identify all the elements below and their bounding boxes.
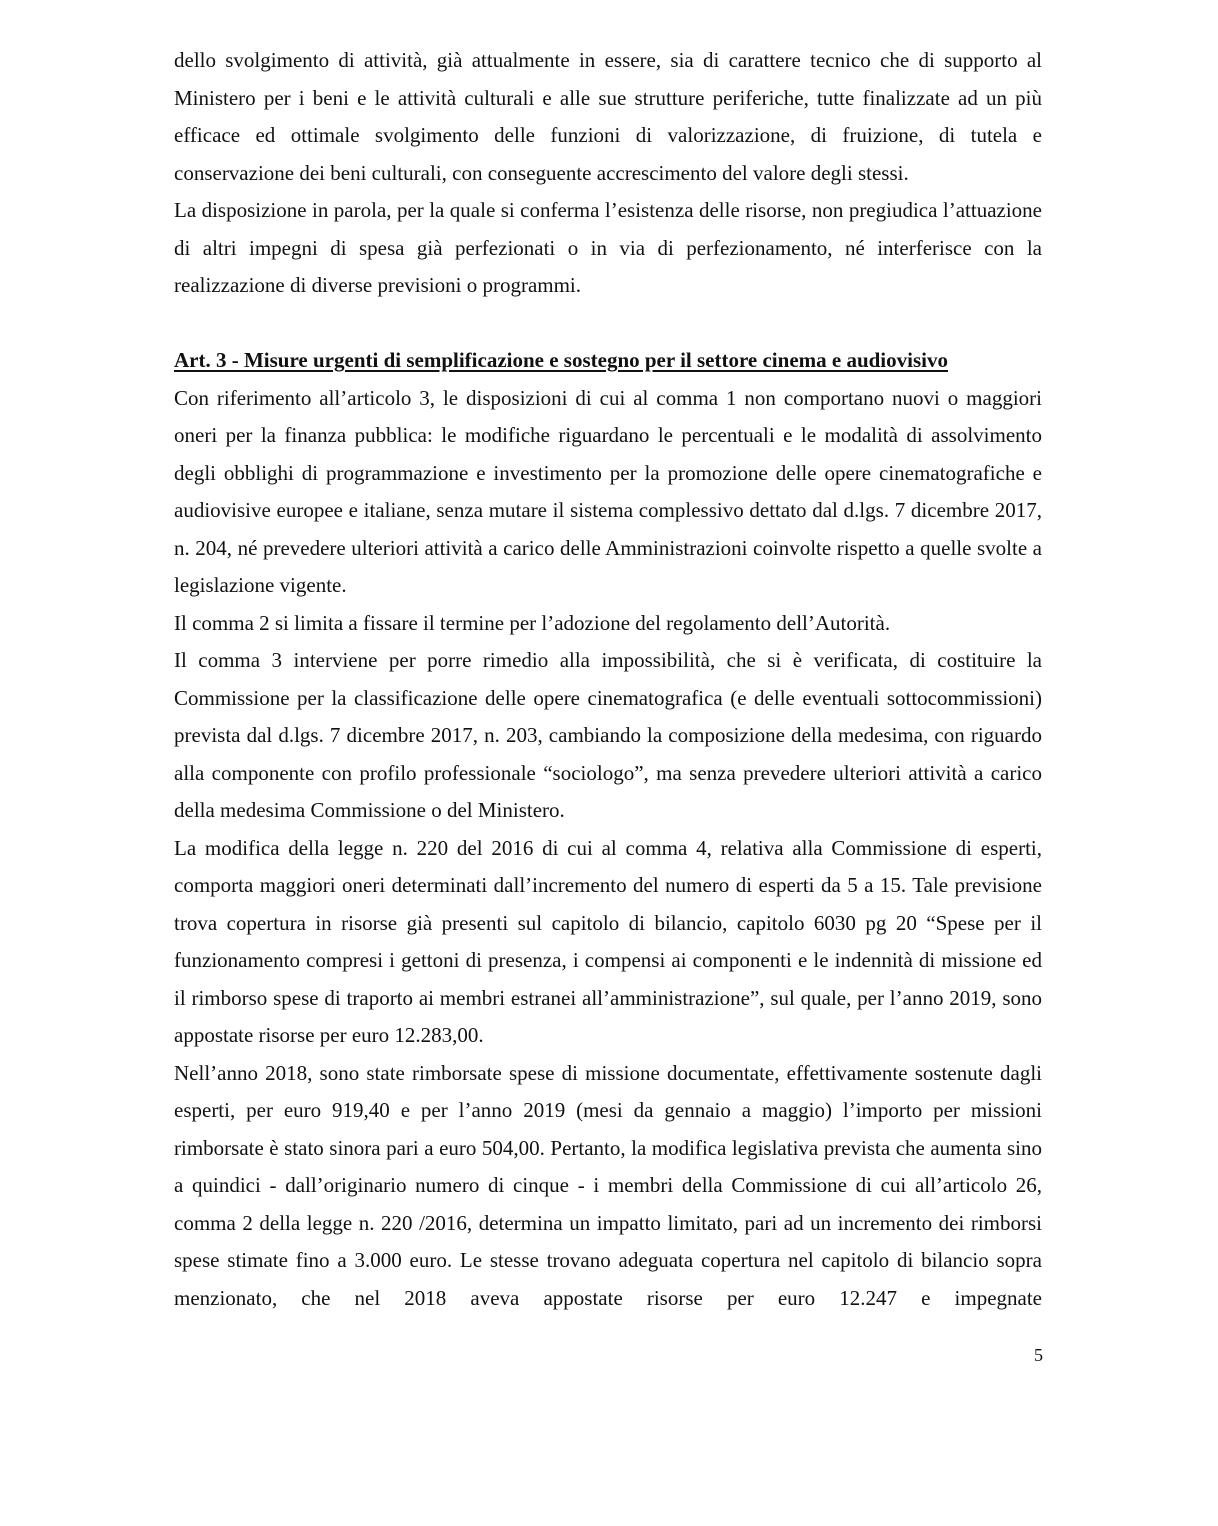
body-text (174, 42, 1042, 1317)
paragraph-continuation: dello svolgimento di attività, già attualmente in essere, sia di carattere tecnico che di supporto al Ministero per i beni e le attività culturali e alle sue strutture periferiche, tutte finalizzate ad un più efficace ed ottimale svolgimento delle funzioni di valorizzazione, di fruizione, di tutela e conservazione dei beni culturali, con conseguente accrescimento del valore degli stessi. (174, 48, 1042, 185)
paragraph-comma-3: Il comma 3 interviene per porre rimedio alla impossibilità, che si è verificata, di costituire la Commissione per la classificazione delle opere cinematografica (e delle eventuali sottocommissioni) prevista dal d.lgs. 7 dicembre 2017, n. 203, cambiando la composizione della medesima, con riguardo alla componente con profilo professionale “sociologo”, ma senza prevedere ulteriori attività a carico della medesima Commissione o del Ministero. (174, 648, 1042, 822)
section-spacer (174, 305, 1042, 343)
paragraph-comma-4: La modifica della legge n. 220 del 2016 di cui al comma 4, relativa alla Commissione di esperti, comporta maggiori oneri determinati dall’incremento del numero di esperti da 5 a 15. Tale previsione trova copertura in risorse già presenti sul capitolo di bilancio, capitolo 6030 pg 20 “Spese per il funzionamento compresi i gettoni di presenza, i compensi ai componenti e le indennità di missione ed il rimborso spese di traporto ai membri estranei all’amministrazione”, sul quale, per l’anno 2019, sono appostate risorse per euro 12.283,00. (174, 835, 1042, 1047)
paragraph-rimborsi: Nell’anno 2018, sono state rimborsate spese di missione documentate, effettivamente sostenute dagli esperti, per euro 919,40 e per l’anno 2019 (mesi da gennaio a maggio) l’importo per missioni rimborsate è stato sinora pari a euro 504,00. Pertanto, la modifica legislativa prevista che aumenta sino a quindici - dall’originario numero di cinque - i membri della Commissione di cui all’articolo 26, comma 2 della legge n. 220 /2016, determina un impatto limitato, pari ad un incremento dei rimborsi spese stimate fino a 3.000 euro. Le stesse trovano adeguata copertura nel capitolo di bilancio sopra menzionato, che nel 2018 aveva appostate risorse per euro 12.247 e impegnate (174, 1060, 1042, 1310)
article-heading: Art. 3 - Misure urgenti di semplificazione e sostegno per il settore cinema e audiovisivo (174, 348, 948, 372)
paragraph-disposizione: La disposizione in parola, per la quale si conferma l’esistenza delle risorse, non pregiudica l’attuazione di altri impegni di spesa già perfezionati o in via di perfezionamento, né interferisce con la realizzazione di diverse previsioni o programmi. (174, 198, 1042, 297)
paragraph-comma-1: Con riferimento all’articolo 3, le disposizioni di cui al comma 1 non comportano nuovi o maggiori oneri per la finanza pubblica: le modifiche riguardano le percentuali e le modalità di assolvimento degli obblighi di programmazione e investimento per la promozione delle opere cinematografiche e audiovisive europee e italiane, senza mutare il sistema complessivo dettato dal d.lgs. 7 dicembre 2017, n. 204, né prevedere ulteriori attività a carico delle Amministrazioni coinvolte rispetto a quelle svolte a legislazione vigente. (174, 385, 1042, 597)
page-number: 5 (1034, 1345, 1043, 1365)
paragraph-comma-2: Il comma 2 si limita a fissare il termine per l’adozione del regolamento dell’Autorità. (174, 610, 891, 635)
